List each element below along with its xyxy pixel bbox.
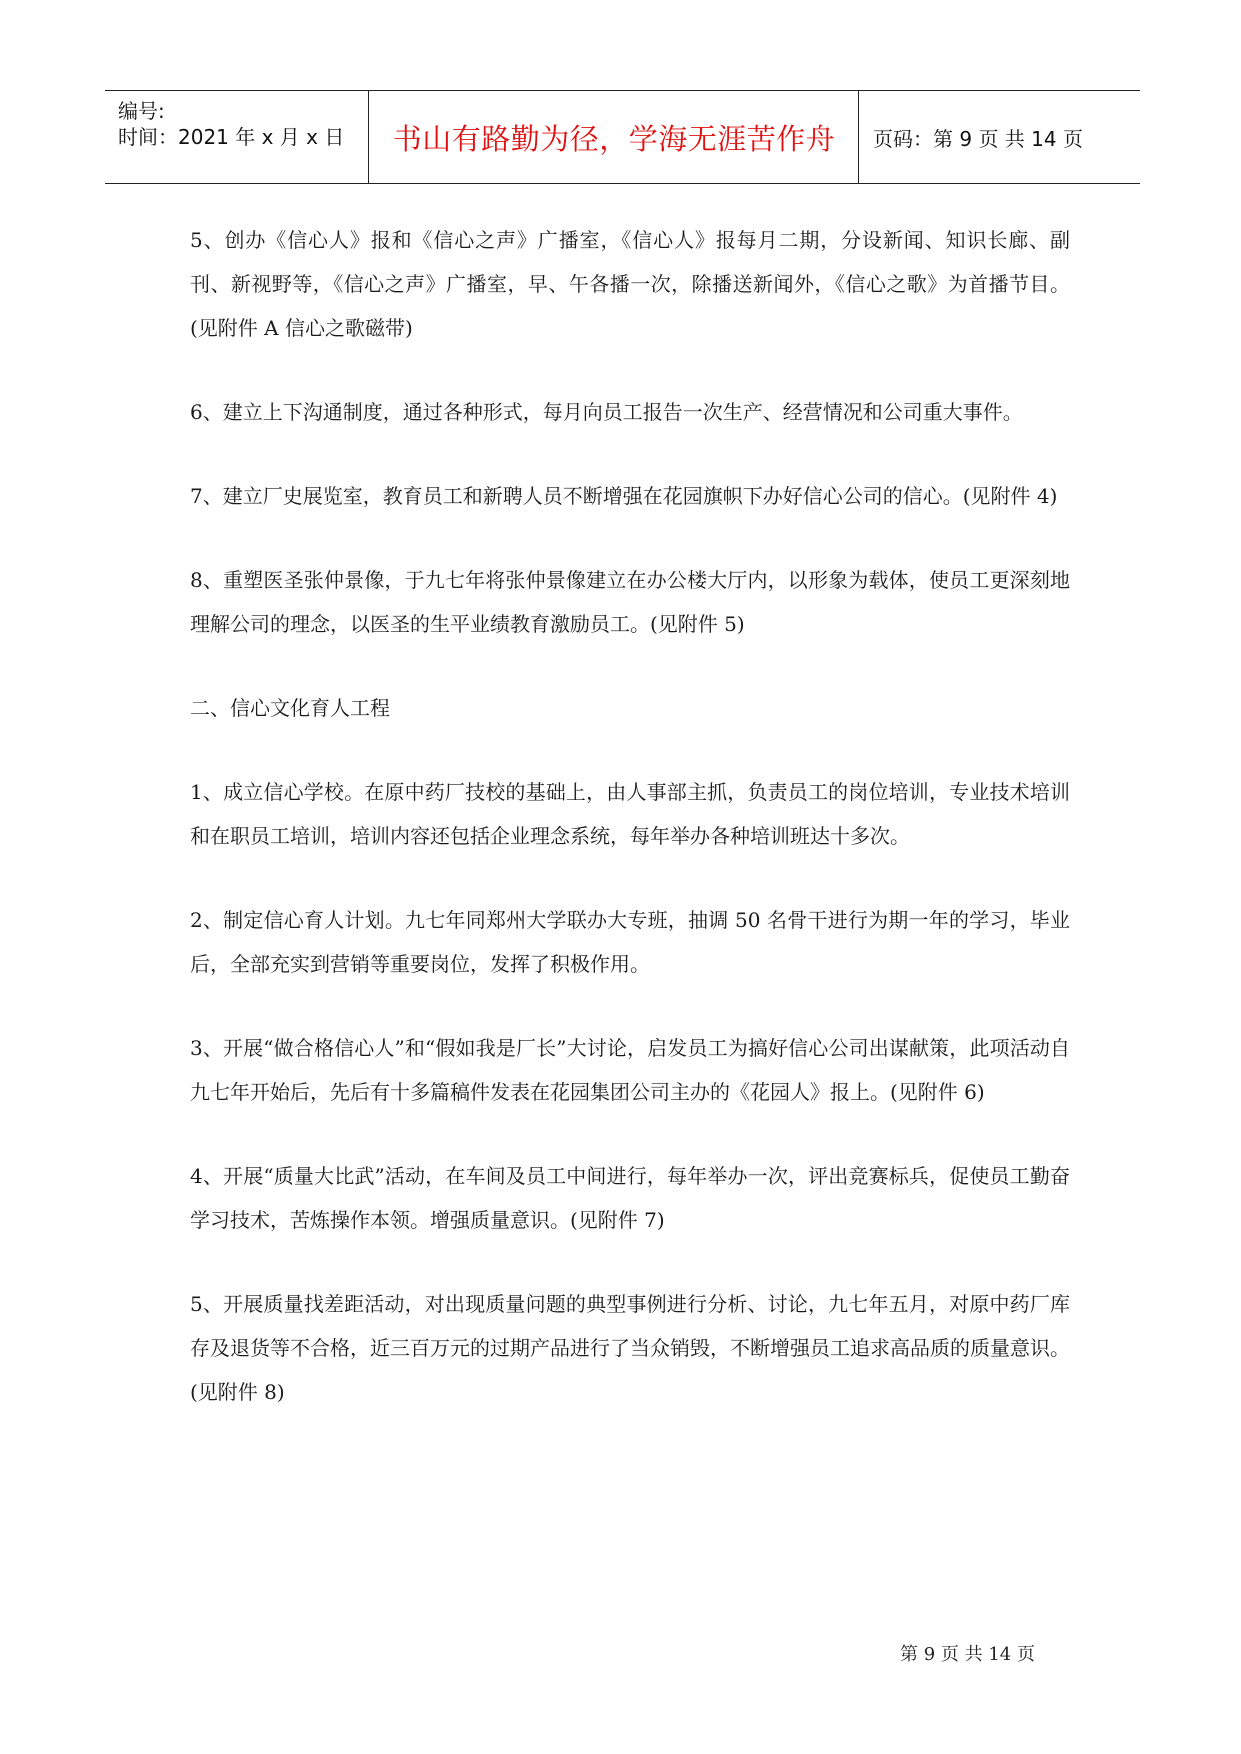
header-motto: 书山有路勤为径，学海无涯苦作舟 [392, 121, 836, 156]
number-label: 编号: [118, 99, 165, 123]
paragraph-item-5-quality: 5、开展质量找差距活动，对出现质量问题的典型事例进行分析、讨论，九七年五月，对原中药厂库存及退货等不合格，近三百万元的过期产品进行了当众销毁，不断增强员工追求高品质的质量意识。(见附件 8) [190, 1292, 1070, 1404]
paragraph-item-1-school: 1、成立信心学校。在原中药厂技校的基础上，由人事部主抓，负责员工的岗位培训，专业技术培训和在职员工培训，培训内容还包括企业理念系统，每年举办各种培训班达十多次。 [190, 780, 1070, 848]
paragraph-item-3-discussion: 3、开展“做合格信心人”和“假如我是厂长”大讨论，启发员工为搞好信心公司出谋献策，此项活动自九七年开始后，先后有十多篇稿件发表在花园集团公司主办的《花园人》报上。(见附件 6) [190, 1036, 1070, 1104]
paragraph-item-5-newspaper: 5、创办《信心人》报和《信心之声》广播室，《信心人》报每月二期，分设新闻、知识长廊、副刊、新视野等，《信心之声》广播室，早、午各播一次，除播送新闻外，《信心之歌》为首播节目。(见附件 A 信心之歌磁带) [190, 228, 1070, 340]
page-footer: 第 9 页 共 14 页 [900, 1644, 1035, 1665]
paragraph-item-4-contest: 4、开展“质量大比武”活动，在车间及员工中间进行，每年举办一次，评出竞赛标兵，促使员工勤奋学习技术，苦炼操作本领。增强质量意识。(见附件 7) [190, 1164, 1070, 1232]
paragraph-item-8-statue: 8、重塑医圣张仲景像，于九七年将张仲景像建立在办公楼大厅内，以形象为载体，使员工更深刻地理解公司的理念，以医圣的生平业绩教育激励员工。(见附件 5) [190, 568, 1070, 636]
paragraph-item-6-communication: 6、建立上下沟通制度，通过各种形式，每月向员工报告一次生产、经营情况和公司重大事件。 [190, 400, 1023, 424]
section-heading: 二、信心文化育人工程 [190, 696, 390, 720]
page-header [105, 90, 1140, 184]
paragraph-item-7-exhibition: 7、建立厂史展览室，教育员工和新聘人员不断增强在花园旗帜下办好信心公司的信心。(见附件 4) [190, 484, 1058, 508]
header-divider-right [858, 91, 859, 183]
header-divider-left [368, 91, 369, 183]
document-body [190, 218, 1070, 1454]
paragraph-item-2-plan: 2、制定信心育人计划。九七年同郑州大学联办大专班，抽调 50 名骨干进行为期一年的学习，毕业后，全部充实到营销等重要岗位，发挥了积极作用。 [190, 908, 1070, 976]
time-label: 时间：2021 年 x 月 x 日 [118, 125, 345, 149]
header-page-info: 页码：第 9 页 共 14 页 [873, 126, 1083, 151]
header-meta [118, 91, 368, 183]
